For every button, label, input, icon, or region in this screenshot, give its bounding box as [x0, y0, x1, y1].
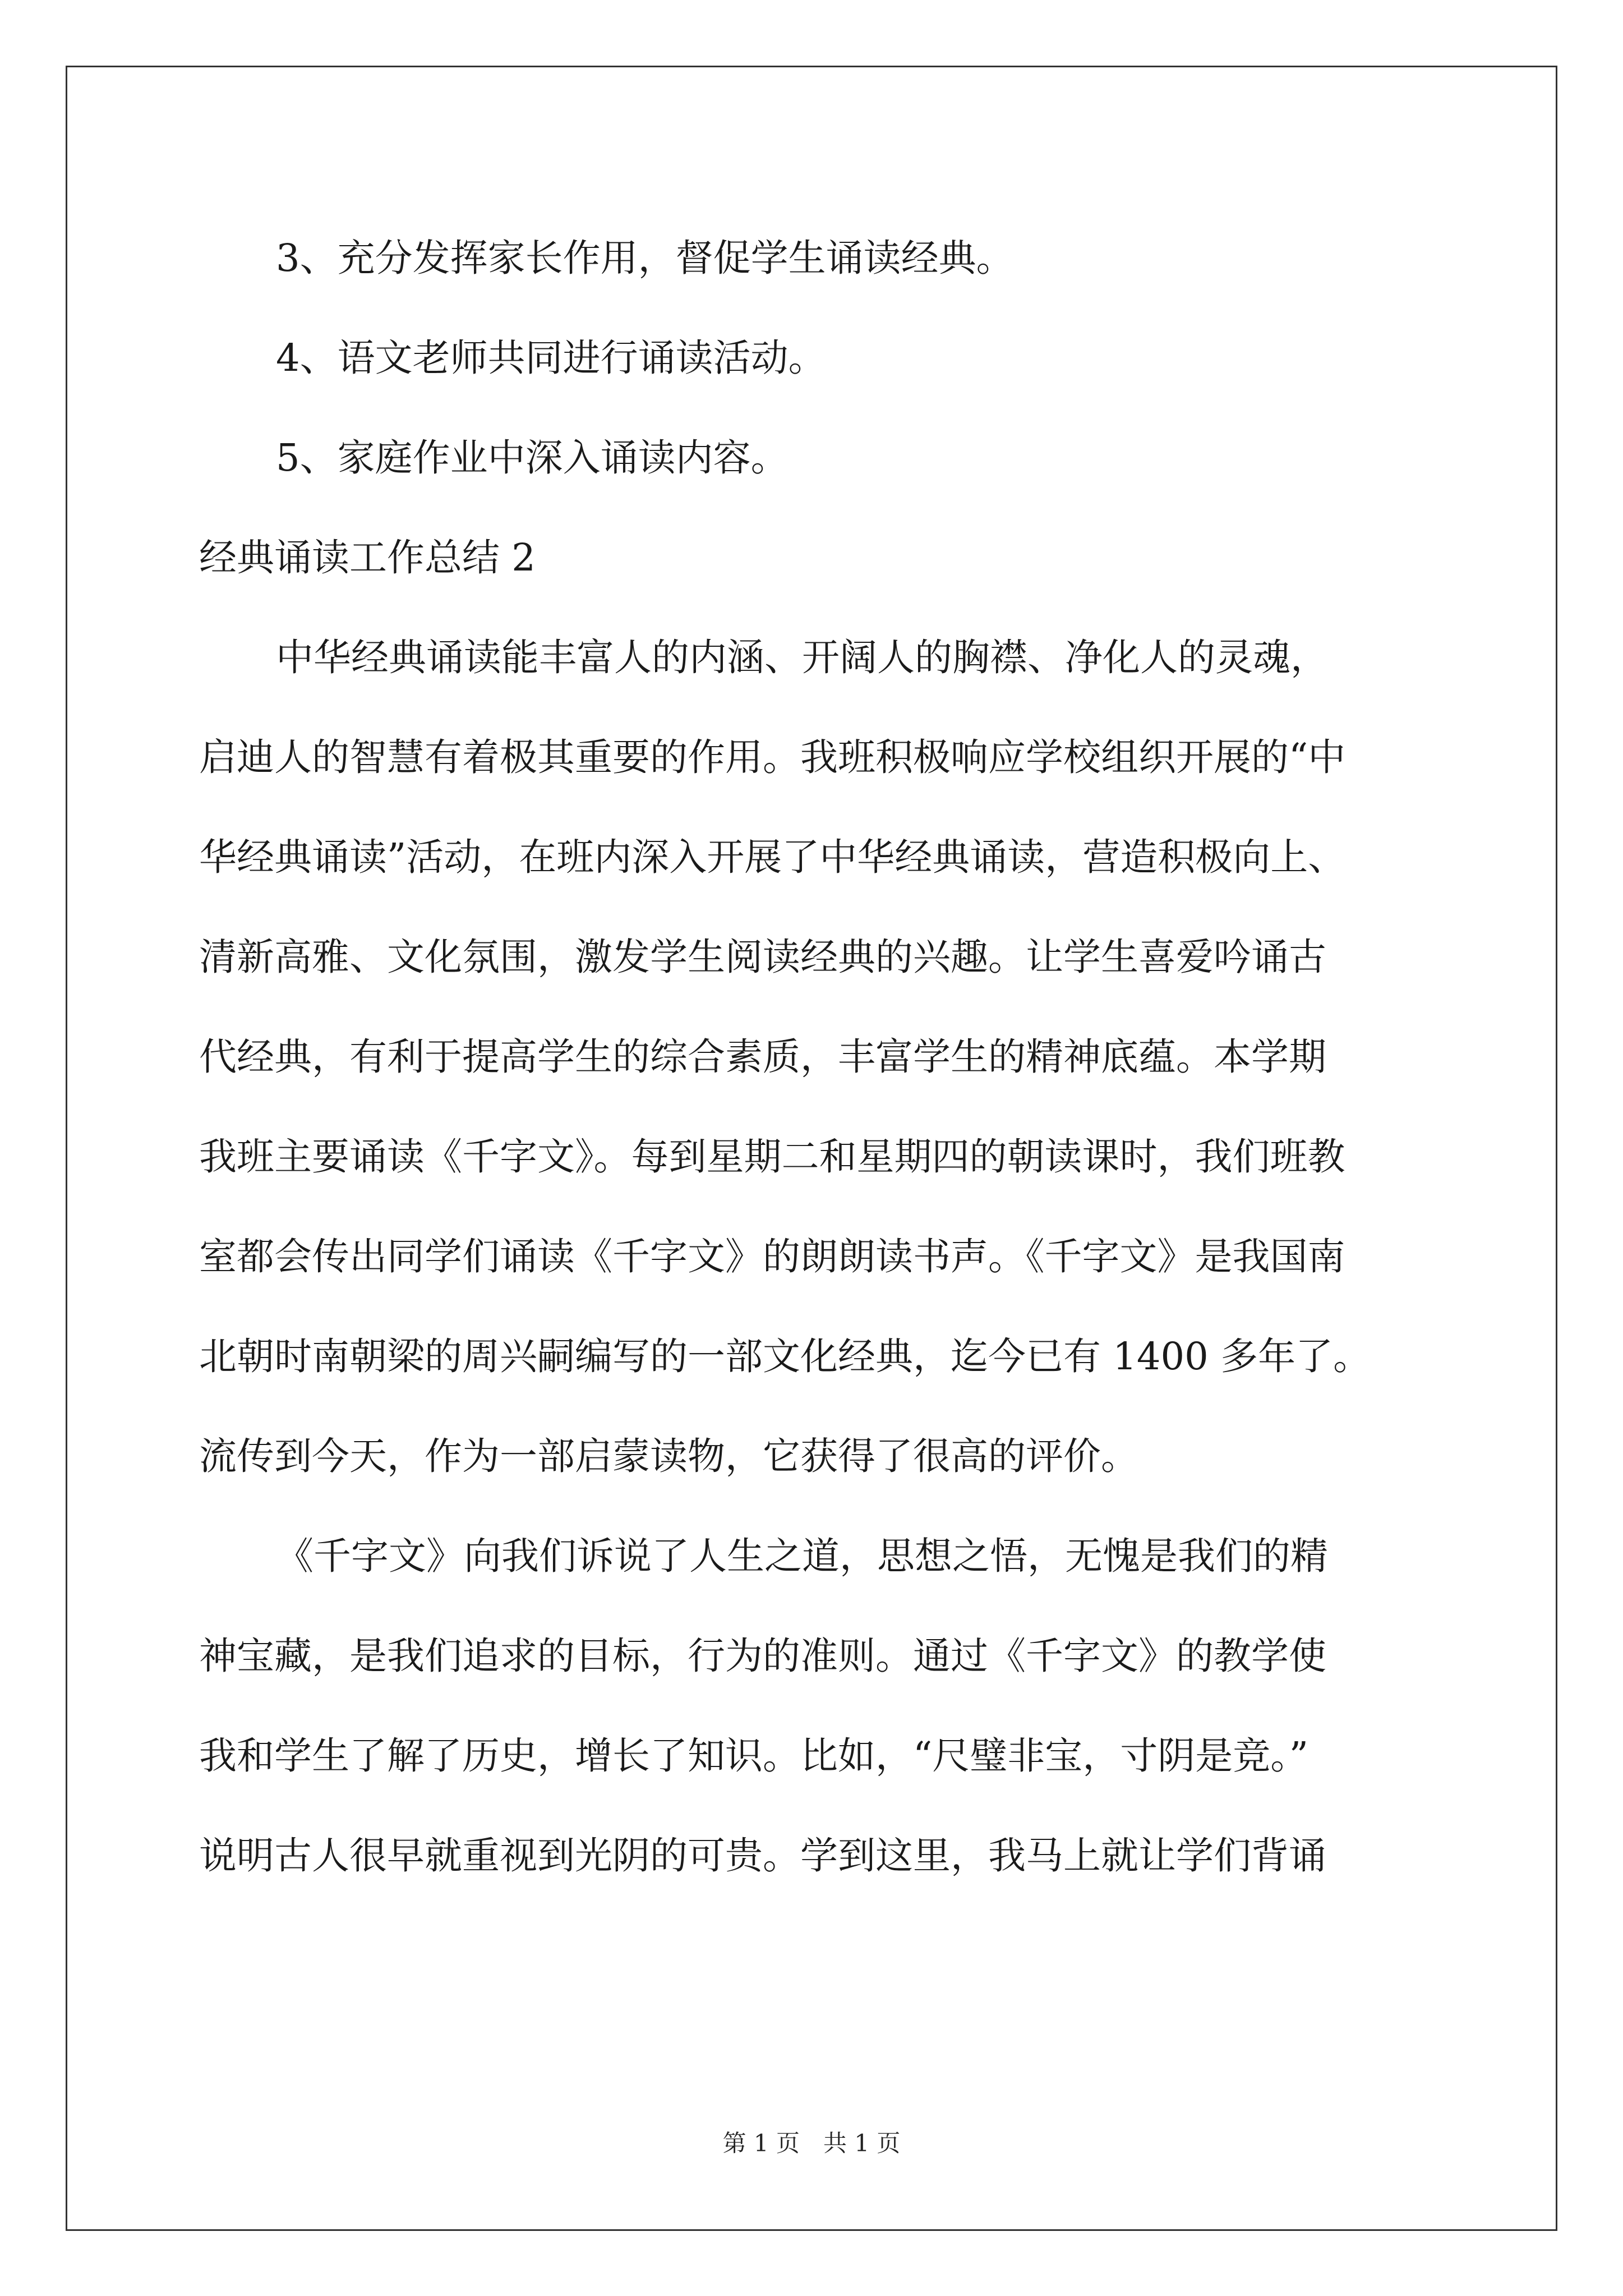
paragraph-line: 我和学生了解了历史，增长了知识。比如，“尺璧非宝，寸阴是竞。” [199, 1734, 1309, 1778]
paragraph-line: 我班主要诵读《千字文》。每到星期二和星期四的朝读课时，我们班教 [199, 1135, 1345, 1179]
paragraph-line: 流传到今天，作为一部启蒙读物，它获得了很高的评价。 [199, 1434, 1138, 1478]
paragraph-line: 说明古人很早就重视到光阴的可贵。学到这里，我马上就让学们背诵 [199, 1834, 1326, 1878]
paragraph-line: 北朝时南朝梁的周兴嗣编写的一部文化经典，迄今已有 1400 多年了。 [199, 1335, 1371, 1378]
section-heading: 经典诵读工作总结 2 [199, 536, 536, 579]
list-item-4: 4、语文老师共同进行诵读活动。 [276, 336, 826, 380]
paragraph-line: 神宝藏，是我们追求的目标，行为的准则。通过《千字文》的教学使 [199, 1634, 1326, 1678]
paragraph-line: 华经典诵读”活动，在班内深入开展了中华经典诵读，营造积极向上、 [199, 835, 1346, 879]
paragraph-line: 代经典，有利于提高学生的综合素质，丰富学生的精神底蕴。本学期 [199, 1035, 1326, 1079]
paragraph-line: 《千字文》向我们诉说了人生之道，思想之悟，无愧是我们的精 [276, 1534, 1328, 1578]
paragraph-line: 清新高雅、文化氛围，激发学生阅读经典的兴趣。让学生喜爱吟诵古 [199, 935, 1326, 979]
paragraph-line: 启迪人的智慧有着极其重要的作用。我班积极响应学校组织开展的“中 [199, 735, 1346, 779]
list-item-5: 5、家庭作业中深入诵读内容。 [276, 436, 789, 480]
page-number-footer: 第 1 页 共 1 页 [722, 2129, 901, 2157]
paragraph-line: 中华经典诵读能丰富人的内涵、开阔人的胸襟、净化人的灵魂， [276, 636, 1328, 679]
paragraph-line: 室都会传出同学们诵读《千字文》的朗朗读书声。《千字文》是我国南 [199, 1235, 1345, 1278]
list-item-3: 3、充分发挥家长作用，督促学生诵读经典。 [276, 236, 1014, 280]
